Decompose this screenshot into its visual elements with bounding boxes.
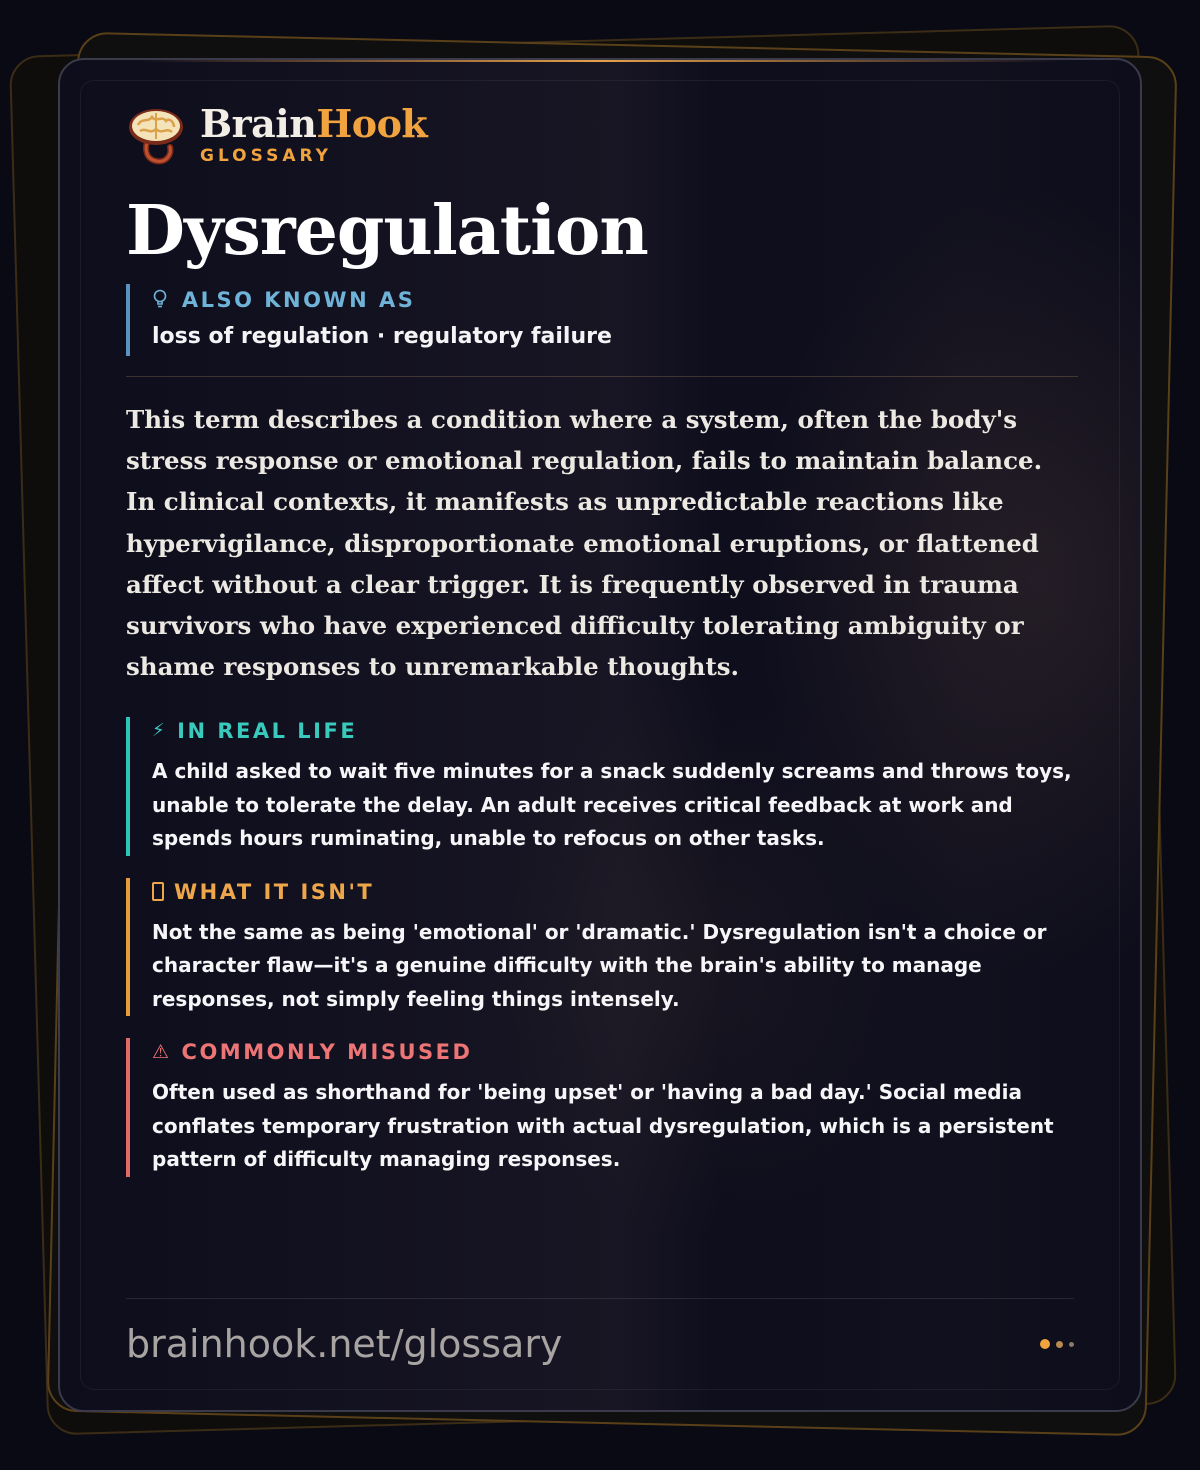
section-body: Not the same as being 'emotional' or 'dramatic.' Dysregulation isn't a choice or character flaw—it's a genuine difficulty with the brain's ability to manage responses, not simply feeling things intensely.	[152, 919, 1047, 1011]
card-content	[126, 101, 1078, 1177]
warning-icon: ⚠	[152, 1041, 172, 1064]
section-in-real-life	[126, 717, 1078, 856]
section-heading-row	[152, 878, 1078, 906]
brain-hook-logo	[126, 105, 186, 165]
term-title: Dysregulation	[126, 191, 648, 271]
section-heading-row	[152, 717, 1078, 745]
section-heading: IN REAL LIFE	[177, 719, 358, 744]
also-known-as-heading: ALSO KNOWN AS	[181, 288, 416, 312]
definition-text: This term describes a condition where a system, often the body's stress response or emotional regulation, fails to maintain balance. In clinical contexts, it manifests as unpredictable reactions like hypervigilance, disproportionate emotional eruptions, or flattened affect without a clear trigger. It is frequently observed in trauma survivors who have experienced difficulty tolerating ambiguity or shame responses to unremarkable thoughts.	[126, 405, 1043, 682]
card-footer	[126, 1298, 1074, 1367]
glossary-card	[58, 58, 1142, 1412]
section-what-it-isnt	[126, 878, 1078, 1017]
pagination-dots	[1040, 1339, 1074, 1349]
footer-url-link[interactable]: brainhook.net/glossary	[126, 1322, 563, 1366]
dot	[1056, 1341, 1063, 1348]
section-heading: COMMONLY MISUSED	[181, 1040, 473, 1065]
lightbulb-icon	[152, 289, 168, 309]
section-heading-row	[152, 1038, 1078, 1066]
section-body: A child asked to wait five minutes for a snack suddenly screams and throws toys, unable to tolerate the delay. An adult receives critical feedback at work and spends hours ruminating, unable to refocus on other tasks.	[152, 759, 1072, 851]
section-heading: WHAT IT ISN'T	[174, 879, 375, 904]
dot	[1069, 1342, 1074, 1347]
dot-active	[1040, 1339, 1050, 1349]
brand-name	[200, 101, 428, 146]
brand-text	[200, 101, 428, 166]
divider	[126, 376, 1078, 377]
brand-name-part2: Hook	[316, 101, 428, 146]
lightning-icon: ⚡	[152, 720, 168, 742]
section-body: Often used as shorthand for 'being upset' or 'having a bad day.' Social media conflates temporary frustration with actual dysregulation, which is a persistent pattern of difficulty managing responses.	[152, 1080, 1054, 1172]
section-commonly-misused	[126, 1038, 1078, 1177]
brand-subtitle: GLOSSARY	[200, 146, 332, 166]
also-known-as-block	[126, 284, 1078, 356]
brand-name-part1: Brain	[200, 101, 317, 146]
also-known-as-text: loss of regulation · regulatory failure	[152, 324, 612, 349]
also-known-as-heading-row	[152, 284, 1078, 314]
box-icon	[152, 882, 164, 901]
brand-header	[126, 101, 1078, 166]
